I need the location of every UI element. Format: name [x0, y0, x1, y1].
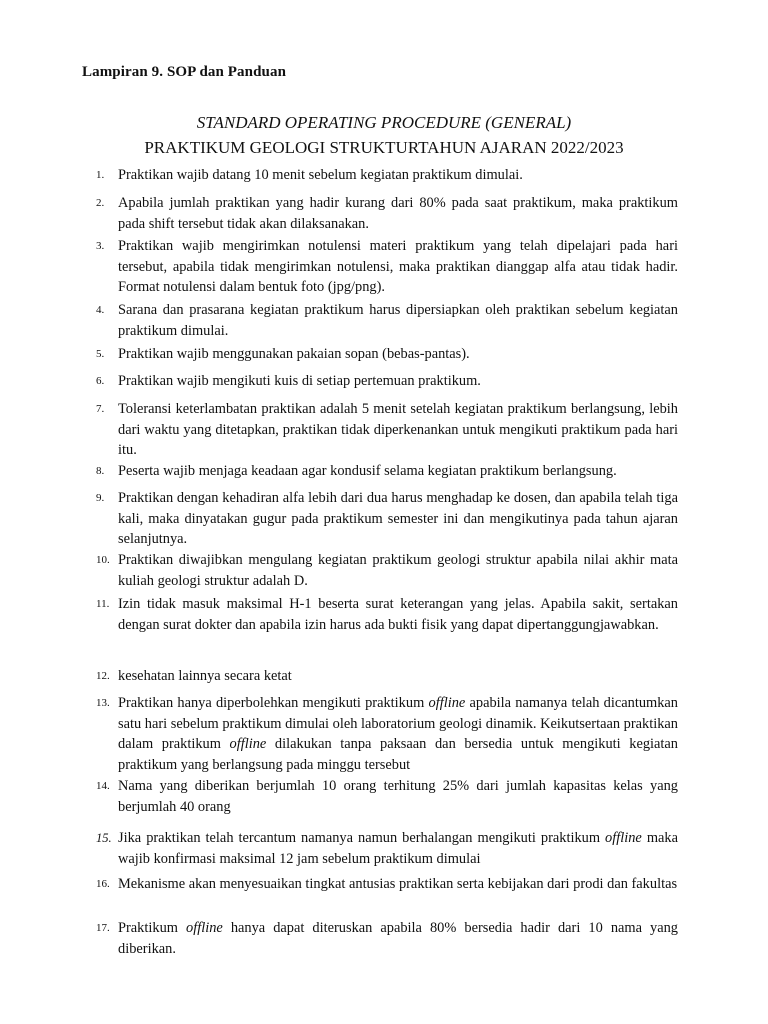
list-item: [96, 776, 678, 817]
list-item-number: 6.: [96, 375, 105, 387]
list-item-number: 4.: [96, 304, 105, 316]
list-item-number: 7.: [96, 403, 105, 415]
appendix-heading: Lampiran 9. SOP dan Panduan: [82, 64, 287, 80]
list-item: [96, 918, 678, 959]
list-item-number: 2.: [96, 197, 105, 209]
sop-title: STANDARD OPERATING PROCEDURE (GENERAL): [196, 113, 572, 132]
list-item-text: Praktikum offline hanya dapat diteruskan apabila 80% bersedia hadir dari 10 nama yang diberikan.: [118, 920, 678, 957]
list-item-number: 1.: [96, 169, 105, 181]
list-item-number: 15.: [96, 831, 112, 845]
sop-subtitle: PRAKTIKUM GEOLOGI STRUKTURTAHUN AJARAN 2022/2023: [144, 138, 624, 157]
list-item: [96, 236, 678, 298]
list-item-text: Praktikan wajib mengirimkan notulensi materi praktikum yang telah dipelajari pada hari tersebut, apabila tidak mengirimkan notulensi, maka praktikan dianggap alfa atau tidak hadir. Format notulensi dalam bentuk foto (jpg/png).: [118, 238, 678, 295]
list-item-number: 17.: [96, 922, 110, 934]
list-item-text: Jika praktikan telah tercantum namanya namun berhalangan mengikuti praktikum offline maka wajib konfirmasi maksimal 12 jam sebelum praktikum dimulai: [118, 830, 679, 867]
list-item-number: 10.: [96, 554, 110, 566]
list-item-text: Praktikan hanya diperbolehkan mengikuti praktikum offline apabila namanya telah dicantumkan satu hari sebelum praktikum dimulai oleh laboratorium geologi dinamik. Keikutsertaan praktikan dalam praktikum offline dilakukan tanpa paksaan dan bersedia untuk mengikuti kegiatan praktikum yang berlangsung pada minggu tersebut: [118, 695, 678, 773]
list-item: [96, 371, 678, 392]
list-item: [96, 594, 678, 635]
list-item: [96, 344, 678, 365]
list-item-number: 8.: [96, 465, 105, 477]
list-item: [96, 666, 678, 687]
list-item-number: 13.: [96, 697, 110, 709]
list-item-text: Mekanisme akan menyesuaikan tingkat antusias praktikan serta kebijakan dari prodi dan fakultas: [118, 876, 678, 892]
list-item-text: Praktikan wajib datang 10 menit sebelum kegiatan praktikum dimulai.: [118, 167, 523, 183]
list-item: [96, 488, 678, 550]
list-item-text: Praktikan dengan kehadiran alfa lebih dari dua harus menghadap ke dosen, dan apabila telah tiga kali, maka dinyatakan gugur pada praktikum semester ini dan mengikutinya pada tahun ajaran selanjutnya.: [118, 490, 678, 547]
list-item-text: kesehatan lainnya secara ketat: [118, 668, 292, 684]
list-item-number: 3.: [96, 240, 105, 252]
list-item-text: Apabila jumlah praktikan yang hadir kurang dari 80% pada saat praktikum, maka praktikum pada shift tersebut tidak akan dilaksanakan.: [118, 195, 678, 232]
list-item-text: Praktikan wajib mengikuti kuis di setiap pertemuan praktikum.: [118, 373, 481, 389]
list-item: [96, 461, 678, 482]
list-item-text: Peserta wajib menjaga keadaan agar kondusif selama kegiatan praktikum berlangsung.: [118, 463, 617, 479]
list-item-number: 16.: [96, 878, 110, 890]
list-item-number: 5.: [96, 348, 105, 360]
list-item: [96, 874, 678, 895]
list-item: [96, 693, 678, 775]
list-item-number: 12.: [96, 670, 110, 682]
list-item: [96, 828, 678, 869]
list-item-number: 11.: [96, 598, 110, 610]
list-item-number: 14.: [96, 780, 110, 792]
list-item-text: Sarana dan prasarana kegiatan praktikum harus dipersiapkan oleh praktikan sebelum kegiatan praktikum dimulai.: [118, 302, 678, 339]
list-item: [96, 165, 678, 186]
list-item-number: 9.: [96, 492, 105, 504]
list-item-text: Praktikan wajib menggunakan pakaian sopan (bebas-pantas).: [118, 346, 470, 362]
list-item: [96, 193, 678, 234]
list-item: [96, 300, 678, 341]
list-item: [96, 399, 678, 461]
list-item-text: Nama yang diberikan berjumlah 10 orang terhitung 25% dari jumlah kapasitas kelas yang berjumlah 40 orang: [118, 778, 678, 815]
list-item-text: Praktikan diwajibkan mengulang kegiatan praktikum geologi struktur apabila nilai akhir mata kuliah geologi struktur adalah D.: [118, 552, 678, 589]
list-item-text: Toleransi keterlambatan praktikan adalah 5 menit setelah kegiatan praktikum berlangsung, lebih dari waktu yang ditetapkan, praktikan tidak diperkenankan untuk mengikuti praktikum pada hari itu.: [118, 401, 678, 458]
list-item-text: Izin tidak masuk maksimal H-1 beserta surat keterangan yang jelas. Apabila sakit, sertakan dengan surat dokter dan apabila izin harus ada bukti fisik yang dapat dipertanggungjawabkan.: [118, 596, 678, 633]
list-item: [96, 550, 678, 591]
